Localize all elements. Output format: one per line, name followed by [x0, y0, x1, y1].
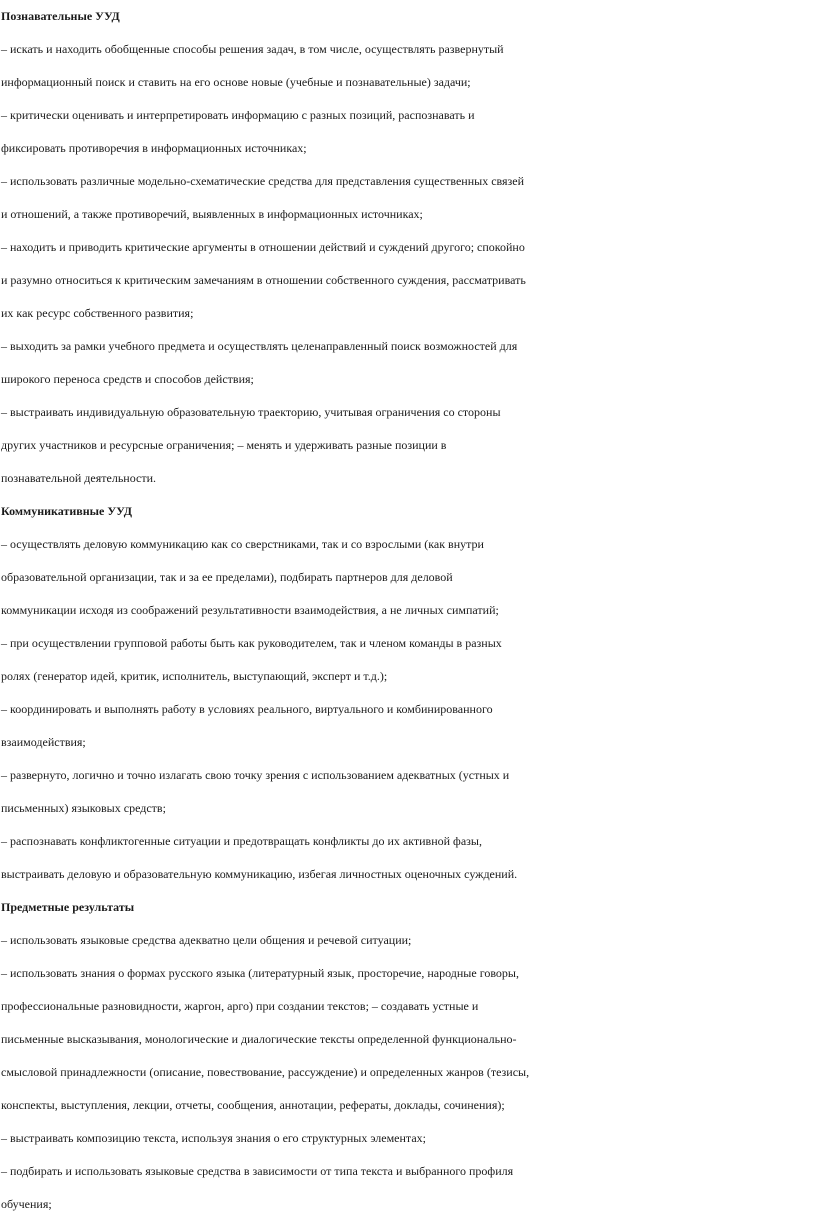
text-line: – использовать языковые средства адекватно цели общения и речевой ситуации;	[1, 933, 412, 947]
text-line: профессиональные разновидности, жаргон, арго) при создании текстов; – создавать устные и	[1, 999, 479, 1013]
text-line: – выстраивать индивидуальную образовательную траекторию, учитывая ограничения со стороны	[1, 405, 501, 419]
text-line: взаимодействия;	[1, 735, 86, 749]
text-line: – подбирать и использовать языковые средства в зависимости от типа текста и выбранного профиля	[1, 1164, 514, 1178]
text-line: – использовать различные модельно-схематические средства для представления существенных связей	[1, 174, 525, 188]
text-line: – использовать знания о формах русского языка (литературный язык, просторечие, народные говоры,	[1, 966, 519, 980]
text-line: коммуникации исходя из соображений результативности взаимодействия, а не личных симпатий;	[1, 603, 499, 617]
text-line: и разумно относиться к критическим замечаниям в отношении собственного суждения, рассматривать	[1, 273, 526, 287]
text-line: – выстраивать композицию текста, используя знания о его структурных элементах;	[1, 1131, 426, 1145]
text-line: их как ресурс собственного развития;	[1, 306, 194, 320]
text-line: письменных) языковых средств;	[1, 801, 166, 815]
text-line: других участников и ресурсные ограничения; – менять и удерживать разные позиции в	[1, 438, 447, 452]
text-line: – при осуществлении групповой работы быть как руководителем, так и членом команды в разных	[1, 636, 502, 650]
text-line: ролях (генератор идей, критик, исполнитель, выступающий, эксперт и т.д.);	[1, 669, 388, 683]
text-line: – искать и находить обобщенные способы решения задач, в том числе, осуществлять развернутый	[1, 42, 504, 56]
text-line: выстраивать деловую и образовательную коммуникацию, избегая личностных оценочных суждений.	[1, 867, 518, 881]
text-line: образовательной организации, так и за ее пределами), подбирать партнеров для деловой	[1, 570, 453, 584]
text-line: – распознавать конфликтогенные ситуации и предотвращать конфликты до их активной фазы,	[1, 834, 482, 848]
section-heading: Познавательные УУД	[1, 9, 120, 23]
text-line: – выходить за рамки учебного предмета и осуществлять целенаправленный поиск возможностей для	[1, 339, 518, 353]
section-heading: Коммуникативные УУД	[1, 504, 133, 518]
text-line: смысловой принадлежности (описание, повествование, рассуждение) и определенных жанров (тезисы,	[1, 1065, 530, 1079]
text-line: конспекты, выступления, лекции, отчеты, сообщения, аннотации, рефераты, доклады, сочинения);	[1, 1098, 505, 1112]
text-line: фиксировать противоречия в информационных источниках;	[1, 141, 307, 155]
text-line: – осуществлять деловую коммуникацию как со сверстниками, так и со взрослыми (как внутри	[1, 537, 484, 551]
text-line: информационный поиск и ставить на его основе новые (учебные и познавательные) задачи;	[1, 75, 471, 89]
text-line: – находить и приводить критические аргументы в отношении действий и суждений другого; спокойно	[1, 240, 525, 254]
text-line: обучения;	[1, 1197, 52, 1211]
section-heading: Предметные результаты	[1, 900, 135, 914]
text-line: – координировать и выполнять работу в условиях реального, виртуального и комбинированного	[1, 702, 493, 716]
text-line: – развернуто, логично и точно излагать свою точку зрения с использованием адекватных (устных и	[1, 768, 510, 782]
text-line: письменные высказывания, монологические и диалогические тексты определенной функционально-	[1, 1032, 517, 1046]
text-line: познавательной деятельности.	[1, 471, 157, 485]
text-line: широкого переноса средств и способов действия;	[1, 372, 254, 386]
text-line: и отношений, а также противоречий, выявленных в информационных источниках;	[1, 207, 423, 221]
text-line: – критически оценивать и интерпретировать информацию с разных позиций, распознавать и	[1, 108, 475, 122]
